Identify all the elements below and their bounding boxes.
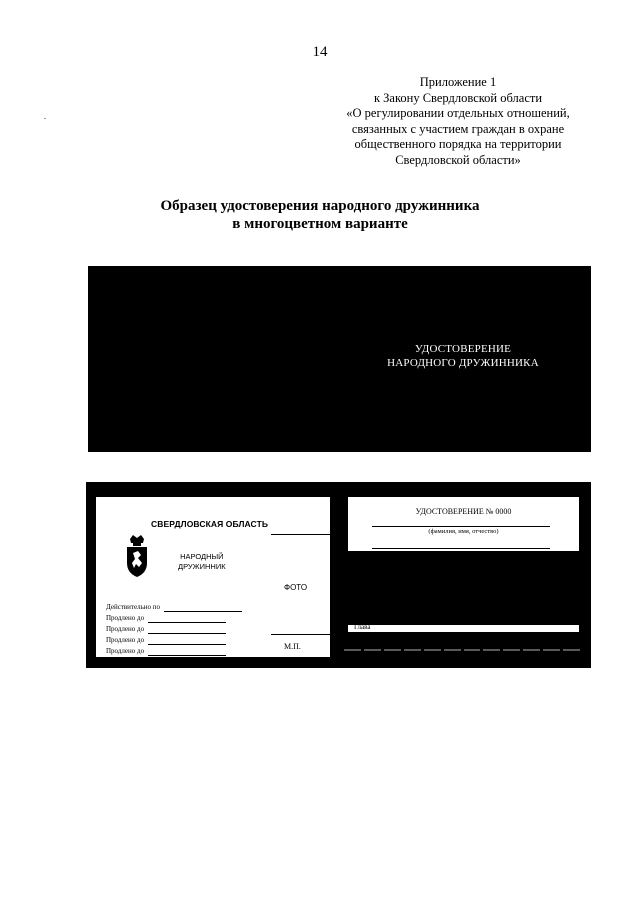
validity-field [106, 603, 242, 612]
cover-title-line: УДОСТОВЕРЕНИЕ [414, 343, 512, 355]
region-title: СВЕРДЛОВСКАЯ ОБЛАСТЬ [151, 519, 269, 529]
head-label: Глава [354, 623, 371, 631]
photo-frame-top-line [271, 534, 333, 535]
page-number: 14 [312, 44, 328, 60]
appendix-line: «О регулировании отдельных отношений, [346, 106, 570, 120]
bottom-pattern [344, 649, 580, 653]
appendix-line: общественного порядка на территории [354, 137, 562, 151]
field-line [164, 604, 242, 612]
extension-field [106, 636, 226, 645]
name-caption: (фамилия, имя, отчество) [428, 528, 499, 535]
field-line [148, 637, 226, 645]
extension-field [106, 614, 226, 623]
certificate-cover [88, 266, 591, 452]
cover-title-line: НАРОДНОГО ДРУЖИННИКА [387, 357, 539, 369]
stamp-label: М.П. [284, 642, 301, 651]
certificate-number: УДОСТОВЕРЕНИЕ № 0000 [415, 507, 512, 516]
field-label: Продлено до [106, 614, 145, 622]
margin-mark [44, 118, 46, 119]
field-line [148, 648, 226, 656]
field-line [148, 626, 226, 634]
name-line [372, 526, 550, 527]
role-caption [178, 552, 226, 572]
certificate-left-page [96, 497, 330, 657]
certificate-number-panel [348, 497, 579, 551]
extension-field [106, 647, 226, 656]
extension-field [106, 625, 226, 634]
document-title [0, 197, 640, 233]
role-caption-line: ДРУЖИННИК [178, 562, 226, 571]
name-line-2 [372, 548, 550, 549]
field-line [148, 615, 226, 623]
role-caption-line: НАРОДНЫЙ [180, 552, 224, 561]
appendix-line: связанных с участием граждан в охране [351, 121, 565, 136]
photo-label: ФОТО [284, 583, 308, 592]
cover-title [373, 342, 553, 370]
field-label: Продлено до [106, 636, 145, 644]
document-title-line: Образец удостоверения народного дружинника [160, 198, 480, 214]
field-label: Действительно по [106, 603, 161, 611]
appendix-line: Свердловской области» [395, 152, 521, 167]
appendix-line: Приложение 1 [419, 75, 497, 89]
field-label: Продлено до [106, 647, 145, 655]
head-signature-strip [348, 625, 579, 632]
coat-of-arms-icon [124, 533, 150, 579]
appendix-line: к Закону Свердловской области [373, 90, 543, 105]
certificate-inner-spread [86, 482, 591, 668]
appendix-header [328, 75, 588, 168]
field-label: Продлено до [106, 625, 145, 633]
document-title-line: в многоцветном варианте [232, 216, 408, 232]
